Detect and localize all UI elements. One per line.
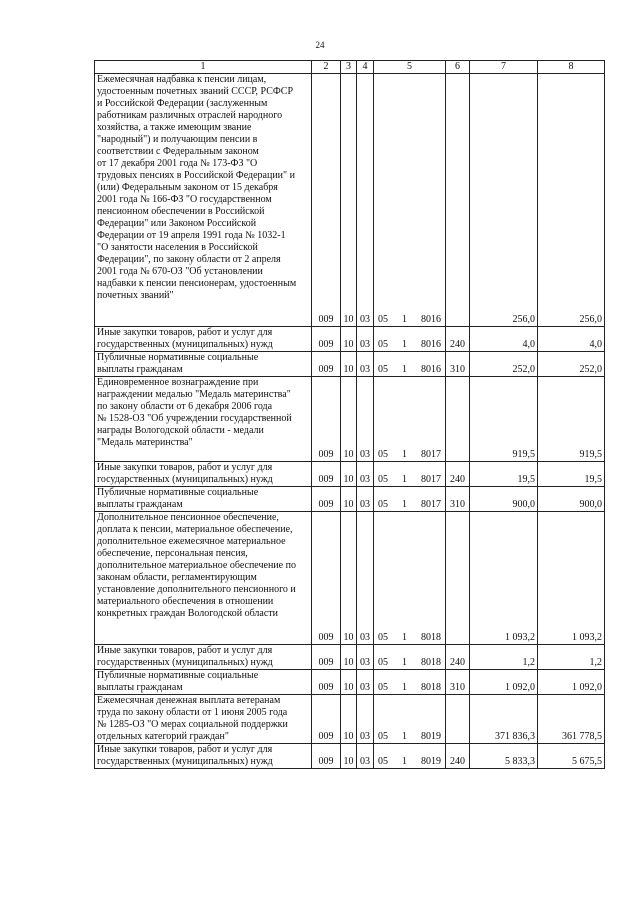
row-name-line: (или) Федеральным законом от 15 декабря	[97, 182, 278, 193]
row-name-line: труда по закону области от 1 июня 2005 года	[97, 707, 288, 718]
row-name-line: соответствии с Федеральным законом	[97, 146, 259, 157]
header-row	[95, 61, 605, 74]
amount-year2-cell: 1 093,2	[538, 512, 605, 645]
subsection-code-cell: 03	[357, 695, 374, 744]
admin-code-cell: 009	[312, 645, 341, 670]
subsection-code-cell: 03	[357, 352, 374, 377]
row-name-cell	[95, 512, 312, 645]
amount-year1-cell: 5 833,3	[470, 744, 538, 769]
section-code-cell: 10	[341, 74, 357, 327]
row-name-cell	[95, 377, 312, 462]
admin-code-cell: 009	[312, 744, 341, 769]
admin-code-cell: 009	[312, 327, 341, 352]
row-name-line: Федерации от 19 апреля 1991 года № 1032-1	[97, 230, 286, 241]
row-name-line: Дополнительное пенсионное обеспечение,	[97, 512, 279, 523]
table-row	[95, 744, 605, 769]
col-header-4: 4	[357, 61, 374, 74]
row-name-cell	[95, 744, 312, 769]
target-code-part: 05	[378, 756, 388, 767]
row-name-line: обеспечение, персональная пенсия,	[97, 548, 248, 559]
row-name-line: работникам различных отраслей народного	[97, 110, 283, 121]
target-code-part: 8017	[421, 449, 441, 460]
section-code-cell: 10	[341, 512, 357, 645]
table-row	[95, 377, 605, 462]
row-name-line: почетных званий"	[97, 290, 174, 301]
row-name-line: дополнительное ежемесячное материальное	[97, 536, 286, 547]
target-code-part: 1	[402, 499, 407, 510]
amount-year1-cell: 919,5	[470, 377, 538, 462]
row-name-line: материального обеспечения в отношении	[97, 596, 274, 607]
row-name-line: 2001 года № 670-ОЗ "Об установлении	[97, 266, 263, 277]
row-name-line: Ежемесячная надбавка к пенсии лицам,	[97, 74, 267, 85]
row-name-line: "Медаль материнства"	[97, 437, 193, 448]
row-name-line: Иные закупки товаров, работ и услуг для	[97, 744, 273, 755]
row-name-line: государственных (муниципальных) нужд	[97, 474, 273, 485]
row-name-line: трудовых пенсиях в Российской Федерации" и	[97, 170, 295, 181]
target-code-cell	[374, 744, 446, 769]
row-name-line: Публичные нормативные социальные	[97, 670, 259, 681]
target-code-cell	[374, 327, 446, 352]
subsection-code-cell: 03	[357, 487, 374, 512]
row-name-line	[97, 449, 309, 461]
amount-year2-cell: 919,5	[538, 377, 605, 462]
subsection-code-cell: 03	[357, 74, 374, 327]
target-code-part: 1	[402, 364, 407, 375]
row-name-line: законам области, регламентирующим	[97, 572, 257, 583]
target-code-part: 8018	[421, 657, 441, 668]
row-name-line	[97, 302, 309, 314]
amount-year2-cell: 900,0	[538, 487, 605, 512]
expense-type-cell	[446, 695, 470, 744]
row-name-cell	[95, 462, 312, 487]
col-header-8: 8	[538, 61, 605, 74]
table-row	[95, 74, 605, 327]
expense-type-cell: 240	[446, 744, 470, 769]
target-code-cell	[374, 487, 446, 512]
row-name-line: государственных (муниципальных) нужд	[97, 657, 273, 668]
subsection-code-cell: 03	[357, 645, 374, 670]
target-code-part: 8016	[421, 364, 441, 375]
row-name-line: Публичные нормативные социальные	[97, 352, 259, 363]
expense-type-cell	[446, 377, 470, 462]
section-code-cell: 10	[341, 670, 357, 695]
row-name-line: Федерации" или Законом Российской	[97, 218, 257, 229]
target-code-cell	[374, 352, 446, 377]
target-code-part: 1	[402, 632, 407, 643]
row-name-line: "народный") и получающим пенсии в	[97, 134, 258, 145]
amount-year1-cell: 900,0	[470, 487, 538, 512]
admin-code-cell: 009	[312, 670, 341, 695]
row-name-line: № 1285-ОЗ "О мерах социальной поддержки	[97, 719, 288, 730]
row-name-line: и Российской Федерации (заслуженным	[97, 98, 268, 109]
subsection-code-cell: 03	[357, 744, 374, 769]
target-code-part: 8017	[421, 474, 441, 485]
table-row	[95, 487, 605, 512]
row-name-line: Единовременное вознаграждение при	[97, 377, 259, 388]
col-header-5: 5	[374, 61, 446, 74]
target-code-part: 8017	[421, 499, 441, 510]
expense-type-cell: 310	[446, 487, 470, 512]
row-name-line: доплата к пенсии, материальное обеспечение,	[97, 524, 293, 535]
target-code-cell	[374, 512, 446, 645]
target-code-part: 05	[378, 657, 388, 668]
target-code-part: 1	[402, 756, 407, 767]
row-name-line	[97, 620, 309, 632]
row-name-line: по закону области от 6 декабря 2006 года	[97, 401, 273, 412]
target-code-part: 05	[378, 364, 388, 375]
row-name-line: установление дополнительного пенсионного и	[97, 584, 296, 595]
section-code-cell: 10	[341, 744, 357, 769]
target-code-part: 8019	[421, 731, 441, 742]
row-name-cell	[95, 74, 312, 327]
row-name-line: № 1528-ОЗ "Об учреждении государственной	[97, 413, 292, 424]
section-code-cell: 10	[341, 645, 357, 670]
row-name-line: государственных (муниципальных) нужд	[97, 756, 273, 767]
target-code-part: 05	[378, 339, 388, 350]
expense-type-cell	[446, 512, 470, 645]
row-name-line: 2001 года № 166-ФЗ "О государственном	[97, 194, 272, 205]
row-name-cell	[95, 695, 312, 744]
row-name-line: от 17 декабря 2001 года № 173-ФЗ "О	[97, 158, 258, 169]
admin-code-cell: 009	[312, 695, 341, 744]
row-name-line: пенсионном обеспечении в Российской	[97, 206, 265, 217]
target-code-part: 1	[402, 682, 407, 693]
row-name-line: награды Вологодской области - медали	[97, 425, 264, 436]
table-row	[95, 670, 605, 695]
row-name-cell	[95, 645, 312, 670]
subsection-code-cell: 03	[357, 377, 374, 462]
row-name-line: Иные закупки товаров, работ и услуг для	[97, 327, 273, 338]
target-code-part: 1	[402, 314, 407, 325]
target-code-part: 05	[378, 682, 388, 693]
subsection-code-cell: 03	[357, 670, 374, 695]
expense-type-cell	[446, 74, 470, 327]
row-name-cell	[95, 670, 312, 695]
amount-year2-cell: 256,0	[538, 74, 605, 327]
table-body	[95, 74, 605, 769]
target-code-part: 8018	[421, 632, 441, 643]
table-row	[95, 695, 605, 744]
col-header-2: 2	[312, 61, 341, 74]
col-header-1: 1	[95, 61, 312, 74]
target-code-cell	[374, 377, 446, 462]
admin-code-cell: 009	[312, 487, 341, 512]
amount-year1-cell: 256,0	[470, 74, 538, 327]
table-row	[95, 462, 605, 487]
admin-code-cell: 009	[312, 462, 341, 487]
amount-year1-cell: 1,2	[470, 645, 538, 670]
target-code-part: 1	[402, 657, 407, 668]
row-name-line	[97, 314, 309, 326]
col-header-6: 6	[446, 61, 470, 74]
row-name-cell	[95, 487, 312, 512]
page-number: 24	[315, 40, 325, 50]
row-name-line: государственных (муниципальных) нужд	[97, 339, 273, 350]
col-header-3: 3	[341, 61, 357, 74]
target-code-cell	[374, 695, 446, 744]
row-name-line: Публичные нормативные социальные	[97, 487, 259, 498]
row-name-line: хозяйства, а также имеющим звание	[97, 122, 252, 133]
target-code-part: 05	[378, 474, 388, 485]
row-name-cell	[95, 352, 312, 377]
target-code-part: 05	[378, 731, 388, 742]
section-code-cell: 10	[341, 377, 357, 462]
admin-code-cell: 009	[312, 352, 341, 377]
table-row	[95, 327, 605, 352]
row-name-line: Ежемесячная денежная выплата ветеранам	[97, 695, 281, 706]
row-name-line: Федерации", по закону области от 2 апреля	[97, 254, 281, 265]
target-code-part: 8016	[421, 314, 441, 325]
subsection-code-cell: 03	[357, 512, 374, 645]
amount-year2-cell: 1,2	[538, 645, 605, 670]
target-code-part: 1	[402, 339, 407, 350]
budget-table	[94, 60, 605, 769]
target-code-cell	[374, 670, 446, 695]
table-row	[95, 512, 605, 645]
amount-year1-cell: 1 092,0	[470, 670, 538, 695]
row-name-line: "О занятости населения в Российской	[97, 242, 258, 253]
amount-year2-cell: 1 092,0	[538, 670, 605, 695]
row-name-line: выплаты гражданам	[97, 499, 183, 510]
amount-year1-cell: 4,0	[470, 327, 538, 352]
amount-year2-cell: 252,0	[538, 352, 605, 377]
row-name-line: выплаты гражданам	[97, 682, 183, 693]
amount-year1-cell: 1 093,2	[470, 512, 538, 645]
row-name-line	[97, 632, 309, 644]
row-name-line: надбавки к пенсии пенсионерам, удостоенным	[97, 278, 297, 289]
subsection-code-cell: 03	[357, 327, 374, 352]
expense-type-cell: 240	[446, 645, 470, 670]
row-name-line: выплаты гражданам	[97, 364, 183, 375]
target-code-part: 1	[402, 449, 407, 460]
row-name-line: дополнительное материальное обеспечение по	[97, 560, 296, 571]
expense-type-cell: 310	[446, 352, 470, 377]
col-header-7: 7	[470, 61, 538, 74]
admin-code-cell: 009	[312, 377, 341, 462]
target-code-part: 05	[378, 314, 388, 325]
amount-year2-cell: 5 675,5	[538, 744, 605, 769]
amount-year2-cell: 19,5	[538, 462, 605, 487]
target-code-cell	[374, 462, 446, 487]
amount-year1-cell: 19,5	[470, 462, 538, 487]
row-name-line: Иные закупки товаров, работ и услуг для	[97, 462, 273, 473]
target-code-part: 05	[378, 632, 388, 643]
table-row	[95, 645, 605, 670]
row-name-line: отдельных категорий граждан"	[97, 731, 229, 742]
target-code-part: 8016	[421, 339, 441, 350]
admin-code-cell: 009	[312, 74, 341, 327]
row-name-line: награждении медалью "Медаль материнства"	[97, 389, 291, 400]
row-name-line: Иные закупки товаров, работ и услуг для	[97, 645, 273, 656]
row-name-line: удостоенным почетных званий СССР, РСФСР	[97, 86, 294, 97]
amount-year1-cell: 252,0	[470, 352, 538, 377]
section-code-cell: 10	[341, 462, 357, 487]
target-code-part: 1	[402, 731, 407, 742]
target-code-cell	[374, 74, 446, 327]
target-code-part: 8019	[421, 756, 441, 767]
row-name-line: конкретных граждан Вологодской области	[97, 608, 279, 619]
target-code-part: 1	[402, 474, 407, 485]
section-code-cell: 10	[341, 695, 357, 744]
amount-year2-cell: 4,0	[538, 327, 605, 352]
target-code-cell	[374, 645, 446, 670]
expense-type-cell: 310	[446, 670, 470, 695]
amount-year2-cell: 361 778,5	[538, 695, 605, 744]
expense-type-cell: 240	[446, 327, 470, 352]
expense-type-cell: 240	[446, 462, 470, 487]
section-code-cell: 10	[341, 487, 357, 512]
section-code-cell: 10	[341, 327, 357, 352]
target-code-part: 05	[378, 499, 388, 510]
subsection-code-cell: 03	[357, 462, 374, 487]
section-code-cell: 10	[341, 352, 357, 377]
target-code-part: 05	[378, 449, 388, 460]
table-row	[95, 352, 605, 377]
row-name-cell	[95, 327, 312, 352]
amount-year1-cell: 371 836,3	[470, 695, 538, 744]
admin-code-cell: 009	[312, 512, 341, 645]
target-code-part: 8018	[421, 682, 441, 693]
